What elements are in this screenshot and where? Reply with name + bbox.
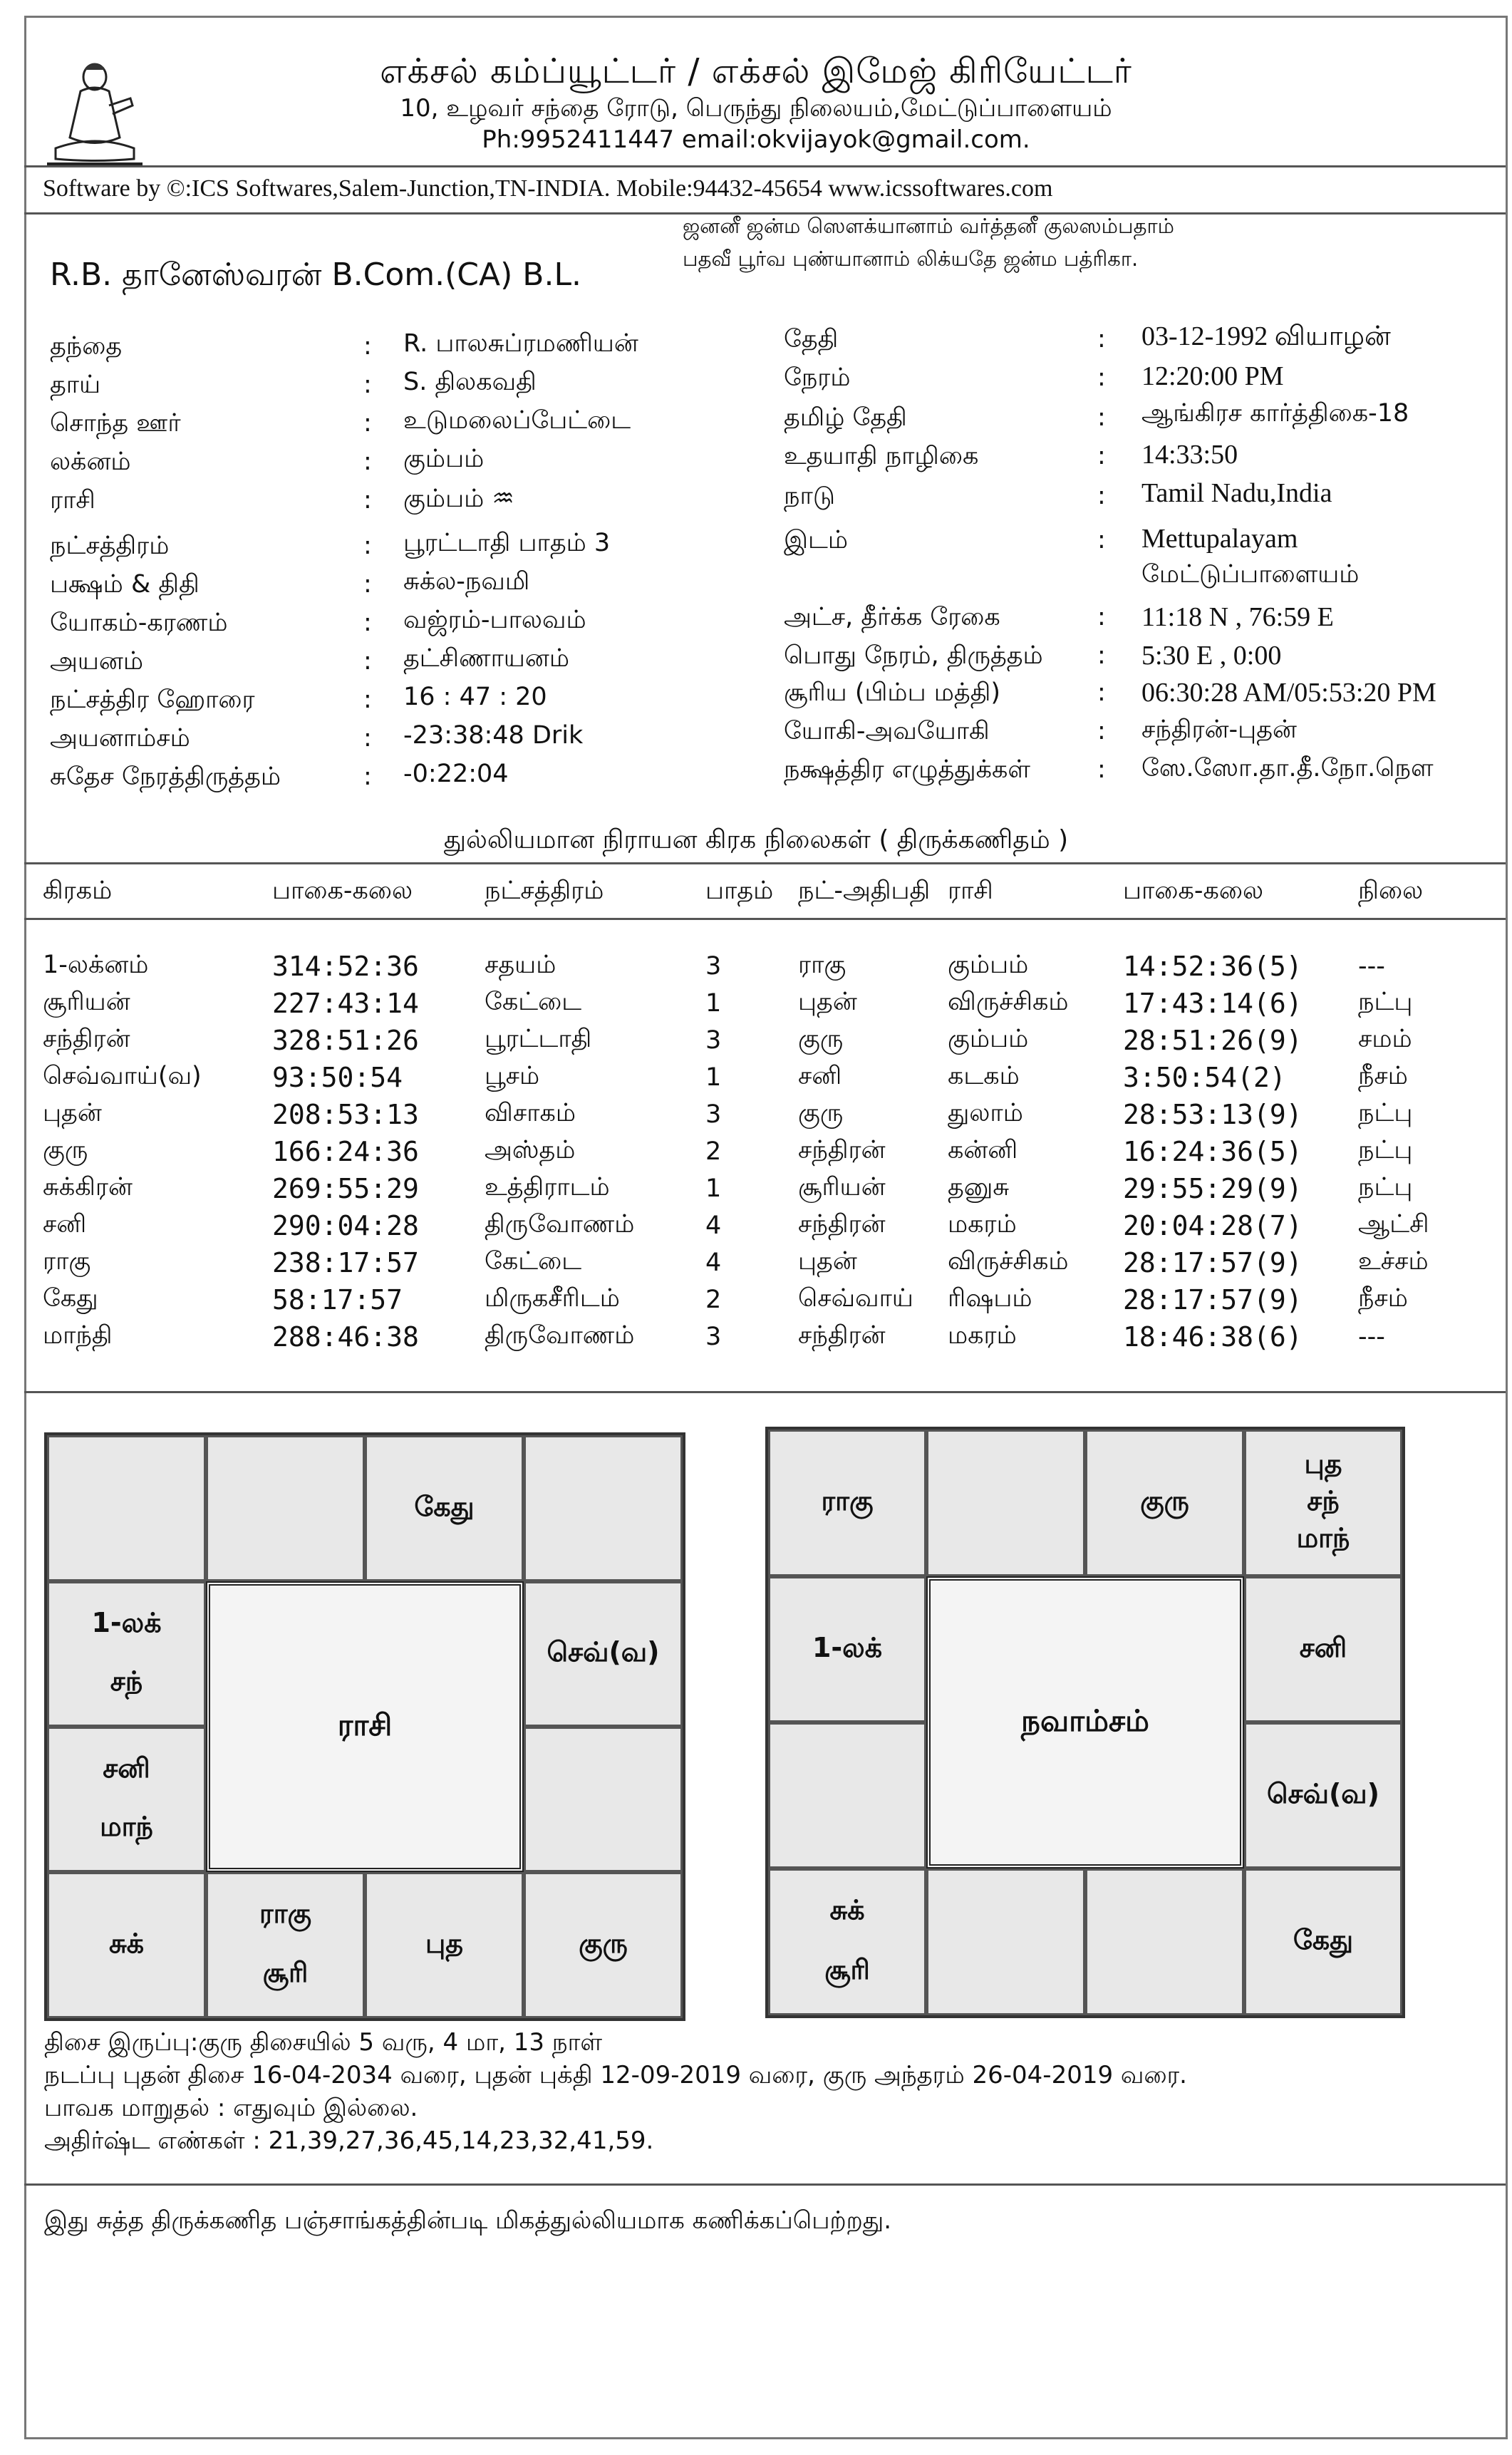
rasi-house-rishaba — [365, 1435, 524, 1581]
detail-label: நாடு — [784, 482, 835, 510]
cell-star: விசாகம் — [485, 1099, 576, 1127]
rasi-house-dhanus — [47, 1872, 206, 2018]
navamsa-house-makara — [768, 1722, 926, 1869]
detail-label: சொந்த ஊர் — [50, 409, 181, 438]
detail-value: சுக்ல-நவமி — [403, 567, 530, 596]
detail-label: அட்ச, தீர்க்க ரேகை — [784, 603, 1000, 631]
cell-star: பூசம் — [485, 1062, 540, 1090]
planet-label: சனி — [103, 1752, 150, 1784]
table-row — [43, 985, 1465, 1022]
detail-label: அயனாம்சம் — [50, 724, 190, 753]
column-header: பாகை-கலை — [1123, 877, 1264, 905]
cell-longitude: 290:04:28 — [272, 1210, 419, 1241]
cell-longitude: 328:51:26 — [272, 1025, 419, 1056]
cell-pada: 2 — [705, 1286, 722, 1314]
cell-pada: 1 — [705, 989, 722, 1018]
detail-value: 14:33:50 — [1141, 440, 1238, 470]
company-name: எக்சல் கம்ப்யூட்டர் / எக்சல் இமேஜ் கிரியேட்டர் — [380, 51, 1132, 91]
company-address: 10, உழவர் சந்தை ரோடு, பெருந்து நிலையம்,மேட்டுப்பாளையம் — [400, 94, 1112, 123]
rasi-house-mithuna — [524, 1435, 683, 1581]
cell-lord: குரு — [798, 1025, 844, 1053]
planet-label: செவ்(வ) — [1266, 1777, 1380, 1809]
rasi-house-thula — [365, 1872, 524, 2018]
cell-rasi: கடகம் — [948, 1062, 1020, 1090]
rasi-house-kataka — [524, 1581, 683, 1727]
cell-planet: சந்திரன் — [43, 1025, 130, 1053]
cell-rasi: விருச்சிகம் — [948, 1247, 1069, 1276]
table-row — [43, 948, 1465, 985]
accuracy-note: இது சுத்த திருக்கணித பஞ்சாங்கத்தின்படி மிகத்துல்லியமாக கணிக்கப்பெற்றது. — [44, 2206, 892, 2235]
detail-value: உடுமலைப்பேட்டை — [403, 406, 631, 435]
detail-label: நட்சத்திரம் — [50, 532, 170, 560]
detail-label: பக்ஷம் & திதி — [50, 570, 200, 599]
cell-lord: ராகு — [798, 951, 846, 979]
planet-label: 1-லக் — [91, 1606, 162, 1638]
detail-value: சந்திரன்-புதன் — [1141, 715, 1297, 744]
detail-label: இடம் — [784, 526, 849, 554]
planet-label: குரு — [579, 1927, 628, 1959]
cell-lord: சூரியன் — [798, 1173, 886, 1201]
cell-rasi: கும்பம் — [948, 951, 1029, 979]
rasi-house-kumbha — [47, 1581, 206, 1727]
column-header: கிரகம் — [43, 877, 113, 905]
detail-value: -23:38:48 Drik — [403, 721, 584, 750]
company-contact: Ph:9952411447 email:okvijayok@gmail.com. — [482, 125, 1030, 154]
cell-star: கேட்டை — [485, 1247, 582, 1276]
planet-label: கேது — [414, 1490, 475, 1522]
cell-pada: 4 — [705, 1249, 722, 1277]
cell-rasi: விருச்சிகம் — [948, 988, 1069, 1016]
table-row — [43, 1059, 1465, 1096]
cell-status: நீசம் — [1358, 1062, 1408, 1090]
detail-value: R. பாலசுப்ரமணியன் — [403, 329, 638, 358]
detail-label: உதயாதி நாழிகை — [784, 442, 979, 470]
rasi-house-kanni — [524, 1872, 683, 2018]
table-row — [43, 1096, 1465, 1133]
planet-label: சூரி — [824, 1953, 870, 1985]
cell-longitude: 166:24:36 — [272, 1136, 419, 1167]
cell-star: பூரட்டாதி — [485, 1025, 592, 1053]
table-row — [43, 1244, 1465, 1281]
table-row — [43, 1133, 1465, 1170]
cell-planet: குரு — [43, 1136, 88, 1164]
rasi-house-mesha — [206, 1435, 365, 1581]
cell-degree: 18:46:38(6) — [1123, 1321, 1303, 1353]
cell-rasi: கும்பம் — [948, 1025, 1029, 1053]
cell-lord: புதன் — [798, 1247, 857, 1276]
cell-degree: 17:43:14(6) — [1123, 988, 1303, 1019]
detail-label: சுதேச நேரத்திருத்தம் — [50, 763, 281, 791]
cell-pada: 4 — [705, 1211, 722, 1240]
planet-label: சனி — [1299, 1631, 1347, 1663]
cell-status: ஆட்சி — [1358, 1210, 1429, 1239]
planet-label: சூரி — [262, 1957, 309, 1988]
column-header: பாகை-கலை — [272, 877, 413, 905]
detail-label: சூரிய (பிம்ப மத்தி) — [784, 678, 1001, 707]
planet-label: புத — [425, 1927, 464, 1959]
cell-status: நீசம் — [1358, 1284, 1408, 1313]
footer-divider — [24, 2183, 1506, 2186]
rasi-house-simha — [524, 1727, 683, 1872]
planet-label: குரு — [1140, 1485, 1189, 1516]
cell-rasi: தனுசு — [948, 1173, 1010, 1201]
navamsa-house-mesha — [926, 1430, 1085, 1576]
navamsa-house-thula — [1085, 1869, 1244, 2015]
detail-label: லக்னம் — [50, 448, 131, 476]
cell-rasi: மகரம் — [948, 1321, 1017, 1350]
planet-label: மாந் — [100, 1811, 153, 1843]
detail-value: தட்சிணாயனம் — [403, 644, 570, 673]
navamsa-house-dhanus — [768, 1869, 926, 2015]
cell-planet: கேது — [43, 1284, 98, 1313]
planet-positions-table — [43, 877, 1465, 1355]
cell-lord: சந்திரன் — [798, 1136, 886, 1164]
cell-star: சதயம் — [485, 951, 556, 979]
table-top-divider — [24, 862, 1506, 864]
detail-value: 16 : 47 : 20 — [403, 683, 547, 711]
cell-star: அஸ்தம் — [485, 1136, 576, 1164]
cell-planet: மாந்தி — [43, 1321, 113, 1350]
cell-degree: 16:24:36(5) — [1123, 1136, 1303, 1167]
header-underline — [24, 918, 1506, 920]
person-name: R.B. தானேஸ்வரன் B.Com.(CA) B.L. — [50, 257, 581, 293]
detail-value: வஜ்ரம்-பாலவம் — [403, 606, 586, 634]
table-row — [43, 1022, 1465, 1059]
cell-star: உத்திராடம் — [485, 1173, 610, 1201]
navamsa-title: நவாம்சம் — [1021, 1702, 1149, 1738]
cell-degree: 28:17:57(9) — [1123, 1284, 1303, 1316]
planet-label: கேது — [1293, 1924, 1354, 1955]
detail-label: தாய் — [50, 371, 101, 399]
detail-label: நக்ஷத்திர எழுத்துக்கள் — [784, 755, 1030, 784]
cell-planet: புதன் — [43, 1099, 102, 1127]
column-header: நட்சத்திரம் — [485, 877, 604, 905]
cell-planet: சுக்கிரன் — [43, 1173, 133, 1201]
cell-planet: சூரியன் — [43, 988, 130, 1016]
detail-value: 03-12-1992 வியாழன் — [1141, 321, 1391, 351]
rasi-house-meena — [47, 1435, 206, 1581]
detail-value: மேட்டுப்பாளையம் — [1141, 560, 1360, 589]
detail-value: S. திலகவதி — [403, 368, 537, 396]
cell-longitude: 269:55:29 — [272, 1173, 419, 1204]
planet-label: மாந் — [1296, 1522, 1350, 1554]
cell-planet: சனி — [43, 1210, 87, 1239]
cell-degree: 28:53:13(9) — [1123, 1099, 1303, 1130]
detail-label: தேதி — [784, 325, 839, 353]
detail-label: யோகம்-கரணம் — [50, 609, 228, 637]
cell-longitude: 93:50:54 — [272, 1062, 403, 1093]
lucky-numbers: அதிர்ஷ்ட எண்கள் : 21,39,27,36,45,14,23,32,41,59. — [44, 2126, 654, 2155]
cell-lord: சனி — [798, 1062, 842, 1090]
detail-value: 5:30 E , 0:00 — [1141, 641, 1282, 671]
cell-pada: 2 — [705, 1137, 722, 1166]
detail-value: 11:18 N , 76:59 E — [1141, 602, 1334, 632]
cell-longitude: 208:53:13 — [272, 1099, 419, 1130]
cell-planet: செவ்வாய்(வ) — [43, 1062, 202, 1090]
cell-pada: 1 — [705, 1063, 722, 1092]
cell-status: உச்சம் — [1358, 1247, 1429, 1276]
planet-label: புத — [1304, 1448, 1342, 1479]
table-row — [43, 1281, 1465, 1318]
cell-status: சமம் — [1358, 1025, 1412, 1053]
cell-status: --- — [1358, 952, 1385, 981]
detail-label: ராசி — [50, 486, 95, 515]
column-header: பாதம் — [705, 877, 774, 905]
cell-degree: 20:04:28(7) — [1123, 1210, 1303, 1241]
column-header: நட்-அதிபதி — [798, 877, 931, 905]
cell-pada: 1 — [705, 1174, 722, 1203]
navamsa-house-vrischika — [926, 1869, 1085, 2015]
table-row — [43, 1170, 1465, 1207]
detail-value: கும்பம் — [403, 445, 485, 473]
column-header: நிலை — [1358, 877, 1424, 905]
navamsa-house-kataka — [1244, 1576, 1402, 1722]
detail-label: பொது நேரம், திருத்தம் — [784, 641, 1043, 670]
planet-label: சந் — [110, 1665, 143, 1697]
sloka-line-1: ஜனனீ ஜன்ம ஸௌக்யானாம் வர்த்தனீ குலஸம்பதாம் — [683, 214, 1174, 238]
rasi-house-vrischika — [206, 1872, 365, 2018]
cell-degree: 29:55:29(9) — [1123, 1173, 1303, 1204]
cell-status: நட்பு — [1358, 1173, 1413, 1201]
table-row — [43, 1318, 1465, 1355]
cell-star: திருவோணம் — [485, 1321, 635, 1350]
planet-label: சுக் — [829, 1894, 865, 1926]
detail-label: யோகி-அவயோகி — [784, 717, 990, 745]
cell-lord: சந்திரன் — [798, 1321, 886, 1350]
detail-value: கும்பம் ♒ — [403, 485, 514, 513]
software-credit: Software by ©:ICS Softwares,Salem-Junction,TN-INDIA. Mobile:94432-45654 www.icssoftwares.com — [43, 175, 1053, 202]
planet-label: சுக் — [108, 1927, 145, 1959]
current-dasa: நடப்பு புதன் திசை 16-04-2034 வரை, புதன் புக்தி 12-09-2019 வரை, குரு அந்தரம் 26-04-2019 வரை. — [44, 2061, 1187, 2089]
detail-value: ஆங்கிரச கார்த்திகை-18 — [1141, 399, 1409, 428]
cell-longitude: 238:17:57 — [272, 1247, 419, 1278]
navamsa-house-kumbha — [768, 1576, 926, 1722]
navamsa-house-simha — [1244, 1722, 1402, 1869]
planet-label: ராகு — [259, 1898, 312, 1929]
planet-label: 1-லக் — [812, 1631, 883, 1663]
header-divider — [24, 165, 1506, 167]
cell-lord: சந்திரன் — [798, 1210, 886, 1239]
cell-lord: செவ்வாய் — [798, 1284, 913, 1313]
cell-planet: 1-லக்னம் — [43, 951, 149, 979]
cell-rasi: ரிஷபம் — [948, 1284, 1032, 1313]
table-header-row — [43, 877, 1465, 948]
detail-label: நேரம் — [784, 363, 851, 392]
planet-label: ராகு — [821, 1485, 874, 1516]
detail-value: 12:20:00 PM — [1141, 361, 1284, 391]
cell-star: மிருகசீரிடம் — [485, 1284, 620, 1313]
dasa-balance: திசை இருப்பு:குரு திசையில் 5 வரு, 4 மா, 13 நாள் — [44, 2028, 603, 2057]
cell-status: நட்பு — [1358, 988, 1413, 1016]
detail-label: நட்சத்திர ஹோரை — [50, 686, 255, 714]
cell-star: திருவோணம் — [485, 1210, 635, 1239]
navamsa-house-rishaba — [1085, 1430, 1244, 1576]
table-title: துல்லியமான நிராயன கிரக நிலைகள் ( திருக்கணிதம் ) — [443, 825, 1069, 854]
cell-degree: 28:51:26(9) — [1123, 1025, 1303, 1056]
rasi-center — [206, 1581, 524, 1872]
cell-status: நட்பு — [1358, 1099, 1413, 1127]
navamsa-house-mithuna — [1244, 1430, 1402, 1576]
cell-status: --- — [1358, 1323, 1385, 1351]
cell-lord: புதன் — [798, 988, 857, 1016]
cell-rasi: துலாம் — [948, 1099, 1023, 1127]
cell-rasi: கன்னி — [948, 1136, 1018, 1164]
table-row — [43, 1207, 1465, 1244]
planet-label: சந் — [1307, 1485, 1340, 1516]
detail-value: Mettupalayam — [1141, 524, 1298, 554]
cell-degree: 28:17:57(9) — [1123, 1247, 1303, 1278]
cell-longitude: 227:43:14 — [272, 988, 419, 1019]
rasi-title: ராசி — [337, 1707, 393, 1742]
cell-status: நட்பு — [1358, 1136, 1413, 1164]
navamsa-house-meena — [768, 1430, 926, 1576]
rasi-chart — [44, 1432, 685, 2021]
navamsa-chart — [765, 1427, 1405, 2018]
cell-degree: 3:50:54(2) — [1123, 1062, 1286, 1093]
detail-value: Tamil Nadu,India — [1141, 478, 1332, 508]
rasi-house-makara — [47, 1727, 206, 1872]
cell-longitude: 314:52:36 — [272, 951, 419, 982]
cell-pada: 3 — [705, 1323, 722, 1351]
cell-longitude: 288:46:38 — [272, 1321, 419, 1353]
detail-label: தமிழ் தேதி — [784, 403, 907, 432]
sloka-line-2: பதவீ பூர்வ புண்யானாம் லிக்யதே ஜன்ம பத்ரிகா. — [683, 247, 1139, 271]
bhava-change: பாவக மாறுதல் : எதுவும் இல்லை. — [44, 2094, 418, 2122]
detail-label: அயனம் — [50, 647, 144, 676]
detail-value: பூரட்டாதி பாதம் 3 — [403, 529, 611, 557]
cell-degree: 14:52:36(5) — [1123, 951, 1303, 982]
cell-pada: 3 — [705, 1100, 722, 1129]
cell-planet: ராகு — [43, 1247, 91, 1276]
cell-star: கேட்டை — [485, 988, 582, 1016]
table-bottom-divider — [24, 1391, 1506, 1393]
detail-value: ஸே.ஸோ.தா.தீ.நோ.நௌ — [1141, 754, 1434, 782]
navamsa-house-kanni — [1244, 1869, 1402, 2015]
navamsa-center — [926, 1576, 1244, 1869]
column-header: ராசி — [948, 877, 993, 905]
planet-label: செவ்(வ) — [547, 1636, 660, 1668]
cell-lord: குரு — [798, 1099, 844, 1127]
detail-label: தந்தை — [50, 332, 123, 361]
detail-value: 06:30:28 AM/05:53:20 PM — [1141, 678, 1436, 708]
detail-value: -0:22:04 — [403, 760, 509, 788]
cell-pada: 3 — [705, 1026, 722, 1055]
cell-pada: 3 — [705, 952, 722, 981]
cell-rasi: மகரம் — [948, 1210, 1017, 1239]
cell-longitude: 58:17:57 — [272, 1284, 403, 1316]
